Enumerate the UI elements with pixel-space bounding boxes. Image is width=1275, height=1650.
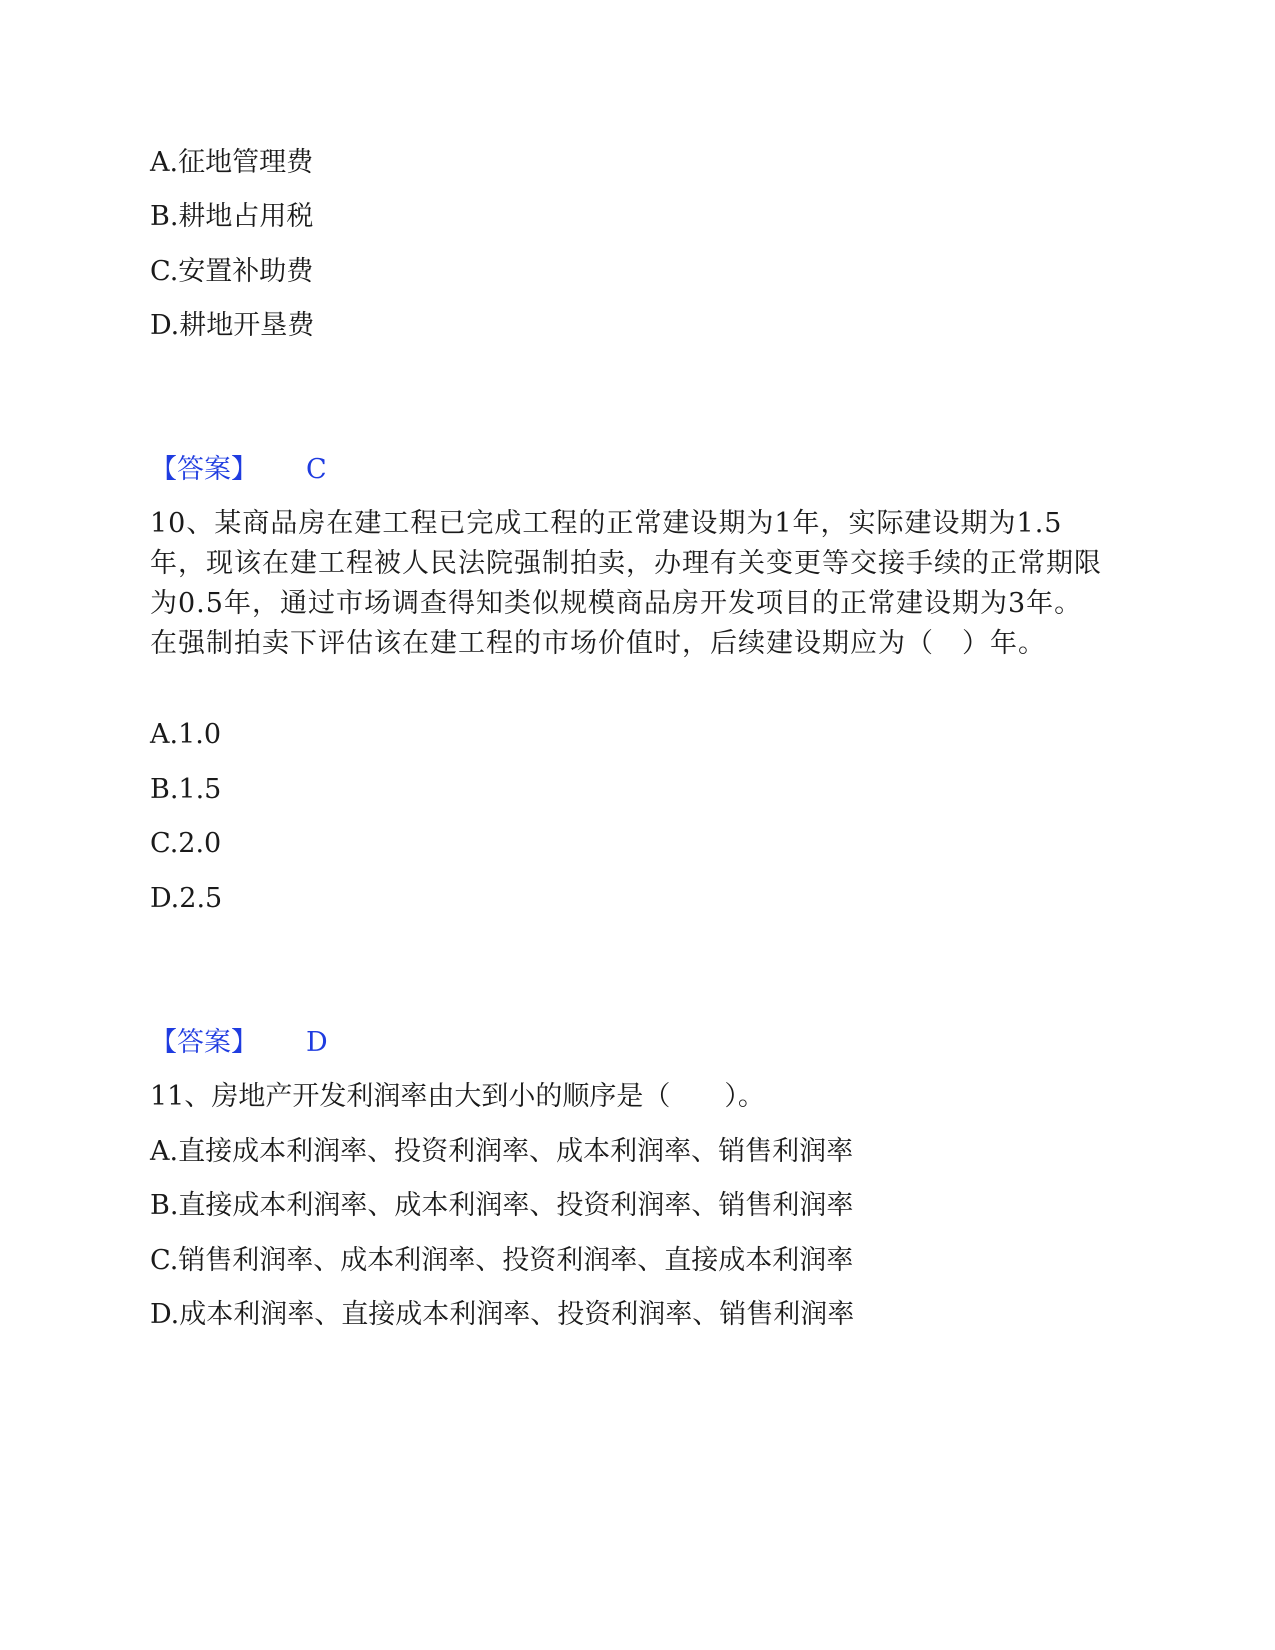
question-10: 10、某商品房在建工程已完成工程的正常建设期为1年，实际建设期为1.5年，现该在建工程被人民法院强制拍卖，办理有关变更等交接手续的正常期限为0.5年，通过市场调查得知类似规模商品房开发项目的正常建设期为3年。在强制拍卖下评估该在建工程的市场价值时，后续建设期应为（ ）年。: [150, 508, 1102, 659]
q11-option-c: C.销售利润率、成本利润率、投资利润率、直接成本利润率: [150, 1245, 854, 1276]
q11-option-b: B.直接成本利润率、成本利润率、投资利润率、销售利润率: [150, 1190, 854, 1221]
answer-block-1: [150, 452, 327, 488]
answer-label: 【答案】: [150, 454, 258, 485]
q11-option-d: D.成本利润率、直接成本利润率、投资利润率、销售利润率: [150, 1299, 855, 1330]
q11-option-a: A.直接成本利润率、投资利润率、成本利润率、销售利润率: [150, 1136, 854, 1167]
answer-value: C: [306, 454, 327, 485]
answer-block-10: [150, 1025, 328, 1061]
q10-option-d: D.2.5: [150, 883, 223, 914]
q10-option-c: C.2.0: [150, 828, 222, 859]
q10-option-b: B.1.5: [150, 774, 222, 805]
answer-label: 【答案】: [150, 1027, 258, 1058]
option-b: B.耕地占用税: [150, 201, 314, 232]
option-a: A.征地管理费: [150, 147, 314, 178]
option-c: C.安置补助费: [150, 256, 314, 287]
option-d: D.耕地开垦费: [150, 310, 315, 341]
question-11: 11、房地产开发利润率由大到小的顺序是（ ）。: [150, 1081, 765, 1112]
q10-option-a: A.1.0: [150, 719, 222, 750]
answer-value: D: [306, 1027, 328, 1058]
